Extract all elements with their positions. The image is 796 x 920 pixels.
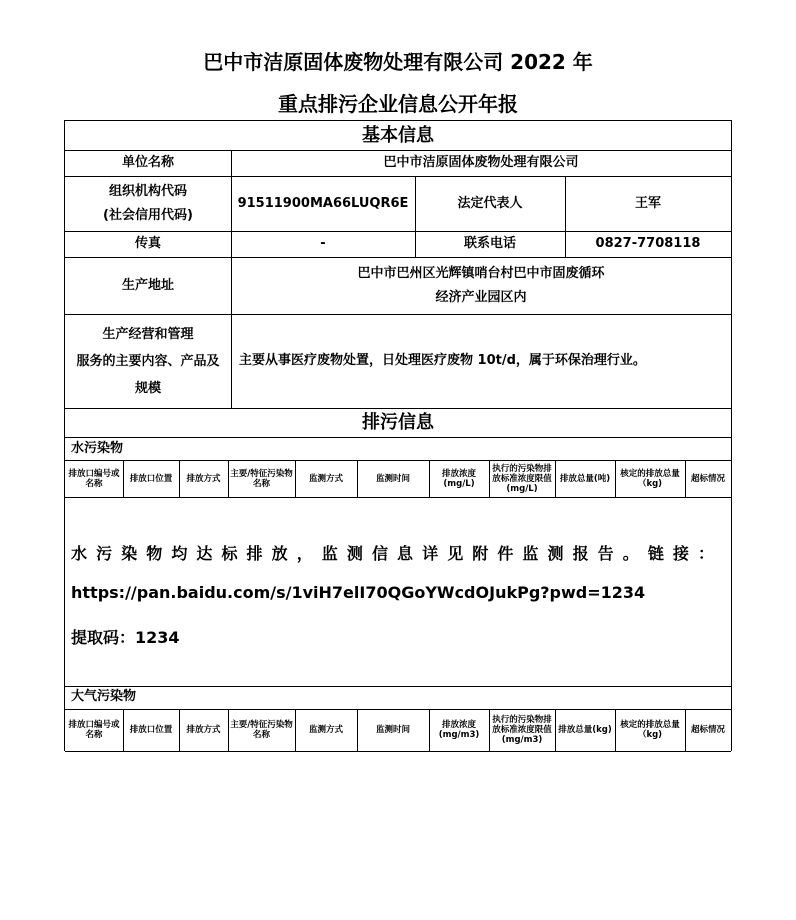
water-header-method: 排放方式 — [186, 473, 221, 484]
org-code-label-line1: 组织机构代码 — [108, 183, 187, 199]
unit-name-value: 巴中市洁原固体废物处理有限公司 — [383, 155, 579, 170]
water-notice-text: 水污染物均达标排放，监测信息详见附件监测报告。链接： — [71, 544, 717, 563]
business-value: 主要从事医疗废物处置，日处理医疗废物 10t/d，属于环保治理行业。 — [239, 353, 646, 368]
unit-name-label: 单位名称 — [121, 155, 174, 170]
address-line1: 巴中市巴州区光辉镇哨台村巴中市固废循环 — [357, 265, 605, 281]
org-code-label-line2: (社会信用代码) — [103, 207, 193, 223]
air-header-pollutant: 主要/特征污染物名称 — [230, 720, 293, 740]
row-divider — [65, 497, 731, 498]
report-table — [64, 120, 732, 751]
water-header-concentration: 排放浓度(mg/L) — [441, 468, 476, 489]
business-label-line3: 规模 — [134, 380, 161, 396]
address-value — [231, 257, 731, 314]
fax-value: - — [320, 236, 326, 251]
report-title-line2: 重点排污企业信息公开年报 — [278, 92, 518, 116]
water-header-total: 排放总量(吨) — [559, 473, 611, 484]
org-code-label — [65, 176, 231, 231]
fax-label: 传真 — [134, 236, 161, 251]
water-extraction-code: 提取码：1234 — [71, 628, 180, 647]
water-header-approved-total: 核定的排放总量（kg) — [620, 468, 680, 489]
water-header-monitor-method: 监测方式 — [308, 473, 343, 484]
air-header-method: 排放方式 — [186, 725, 221, 735]
business-label-line1: 生产经营和管理 — [102, 326, 194, 342]
air-header-exceed: 超标情况 — [690, 725, 725, 735]
air-header-limit: 执行的污染物排放标准浓度限值(mg/m3) — [492, 715, 552, 745]
air-header-approved-total: 核定的排放总量（kg) — [620, 720, 680, 740]
report-title-line1: 巴中市洁原固体废物处理有限公司 2022 年 — [203, 50, 593, 74]
basic-info-section-title: 基本信息 — [362, 124, 434, 146]
water-report-link[interactable]: https://pan.baidu.com/s/1viH7elI70QGoYWcdOJukPg?pwd=1234 — [71, 583, 646, 602]
water-pollutants-title: 水污染物 — [71, 440, 124, 456]
air-header-monitor-method: 监测方式 — [308, 725, 343, 735]
legal-rep-value: 王军 — [634, 195, 661, 211]
water-header-limit: 执行的污染物排放标准浓度限值(mg/L) — [492, 463, 552, 494]
phone-value: 0827-7708118 — [595, 236, 701, 251]
water-header-outlet: 排放口编号或名称 — [68, 468, 120, 489]
air-header-concentration: 排放浓度(mg/m3) — [438, 720, 480, 740]
row-divider — [65, 751, 731, 752]
air-pollutants-title: 大气污染物 — [71, 689, 137, 704]
business-label — [65, 314, 231, 408]
business-label-line2: 服务的主要内容、产品及 — [76, 353, 220, 369]
pollution-section-title: 排污信息 — [362, 411, 434, 433]
water-header-monitor-time: 监测时间 — [375, 473, 410, 484]
water-header-location: 排放口位置 — [129, 473, 173, 484]
water-header-pollutant: 主要/特征污染物名称 — [230, 468, 293, 489]
air-header-total: 排放总量(kg) — [558, 725, 612, 735]
air-header-location: 排放口位置 — [129, 725, 173, 735]
air-header-outlet: 排放口编号或名称 — [68, 720, 120, 740]
org-code-value: 91511900MA66LUQR6E — [237, 195, 409, 211]
phone-label: 联系电话 — [463, 236, 516, 251]
legal-rep-label: 法定代表人 — [457, 195, 523, 211]
water-header-exceed: 超标情况 — [690, 473, 725, 484]
address-label: 生产地址 — [121, 277, 174, 293]
address-line2: 经济产业园区内 — [435, 289, 527, 305]
air-header-monitor-time: 监测时间 — [375, 725, 410, 735]
